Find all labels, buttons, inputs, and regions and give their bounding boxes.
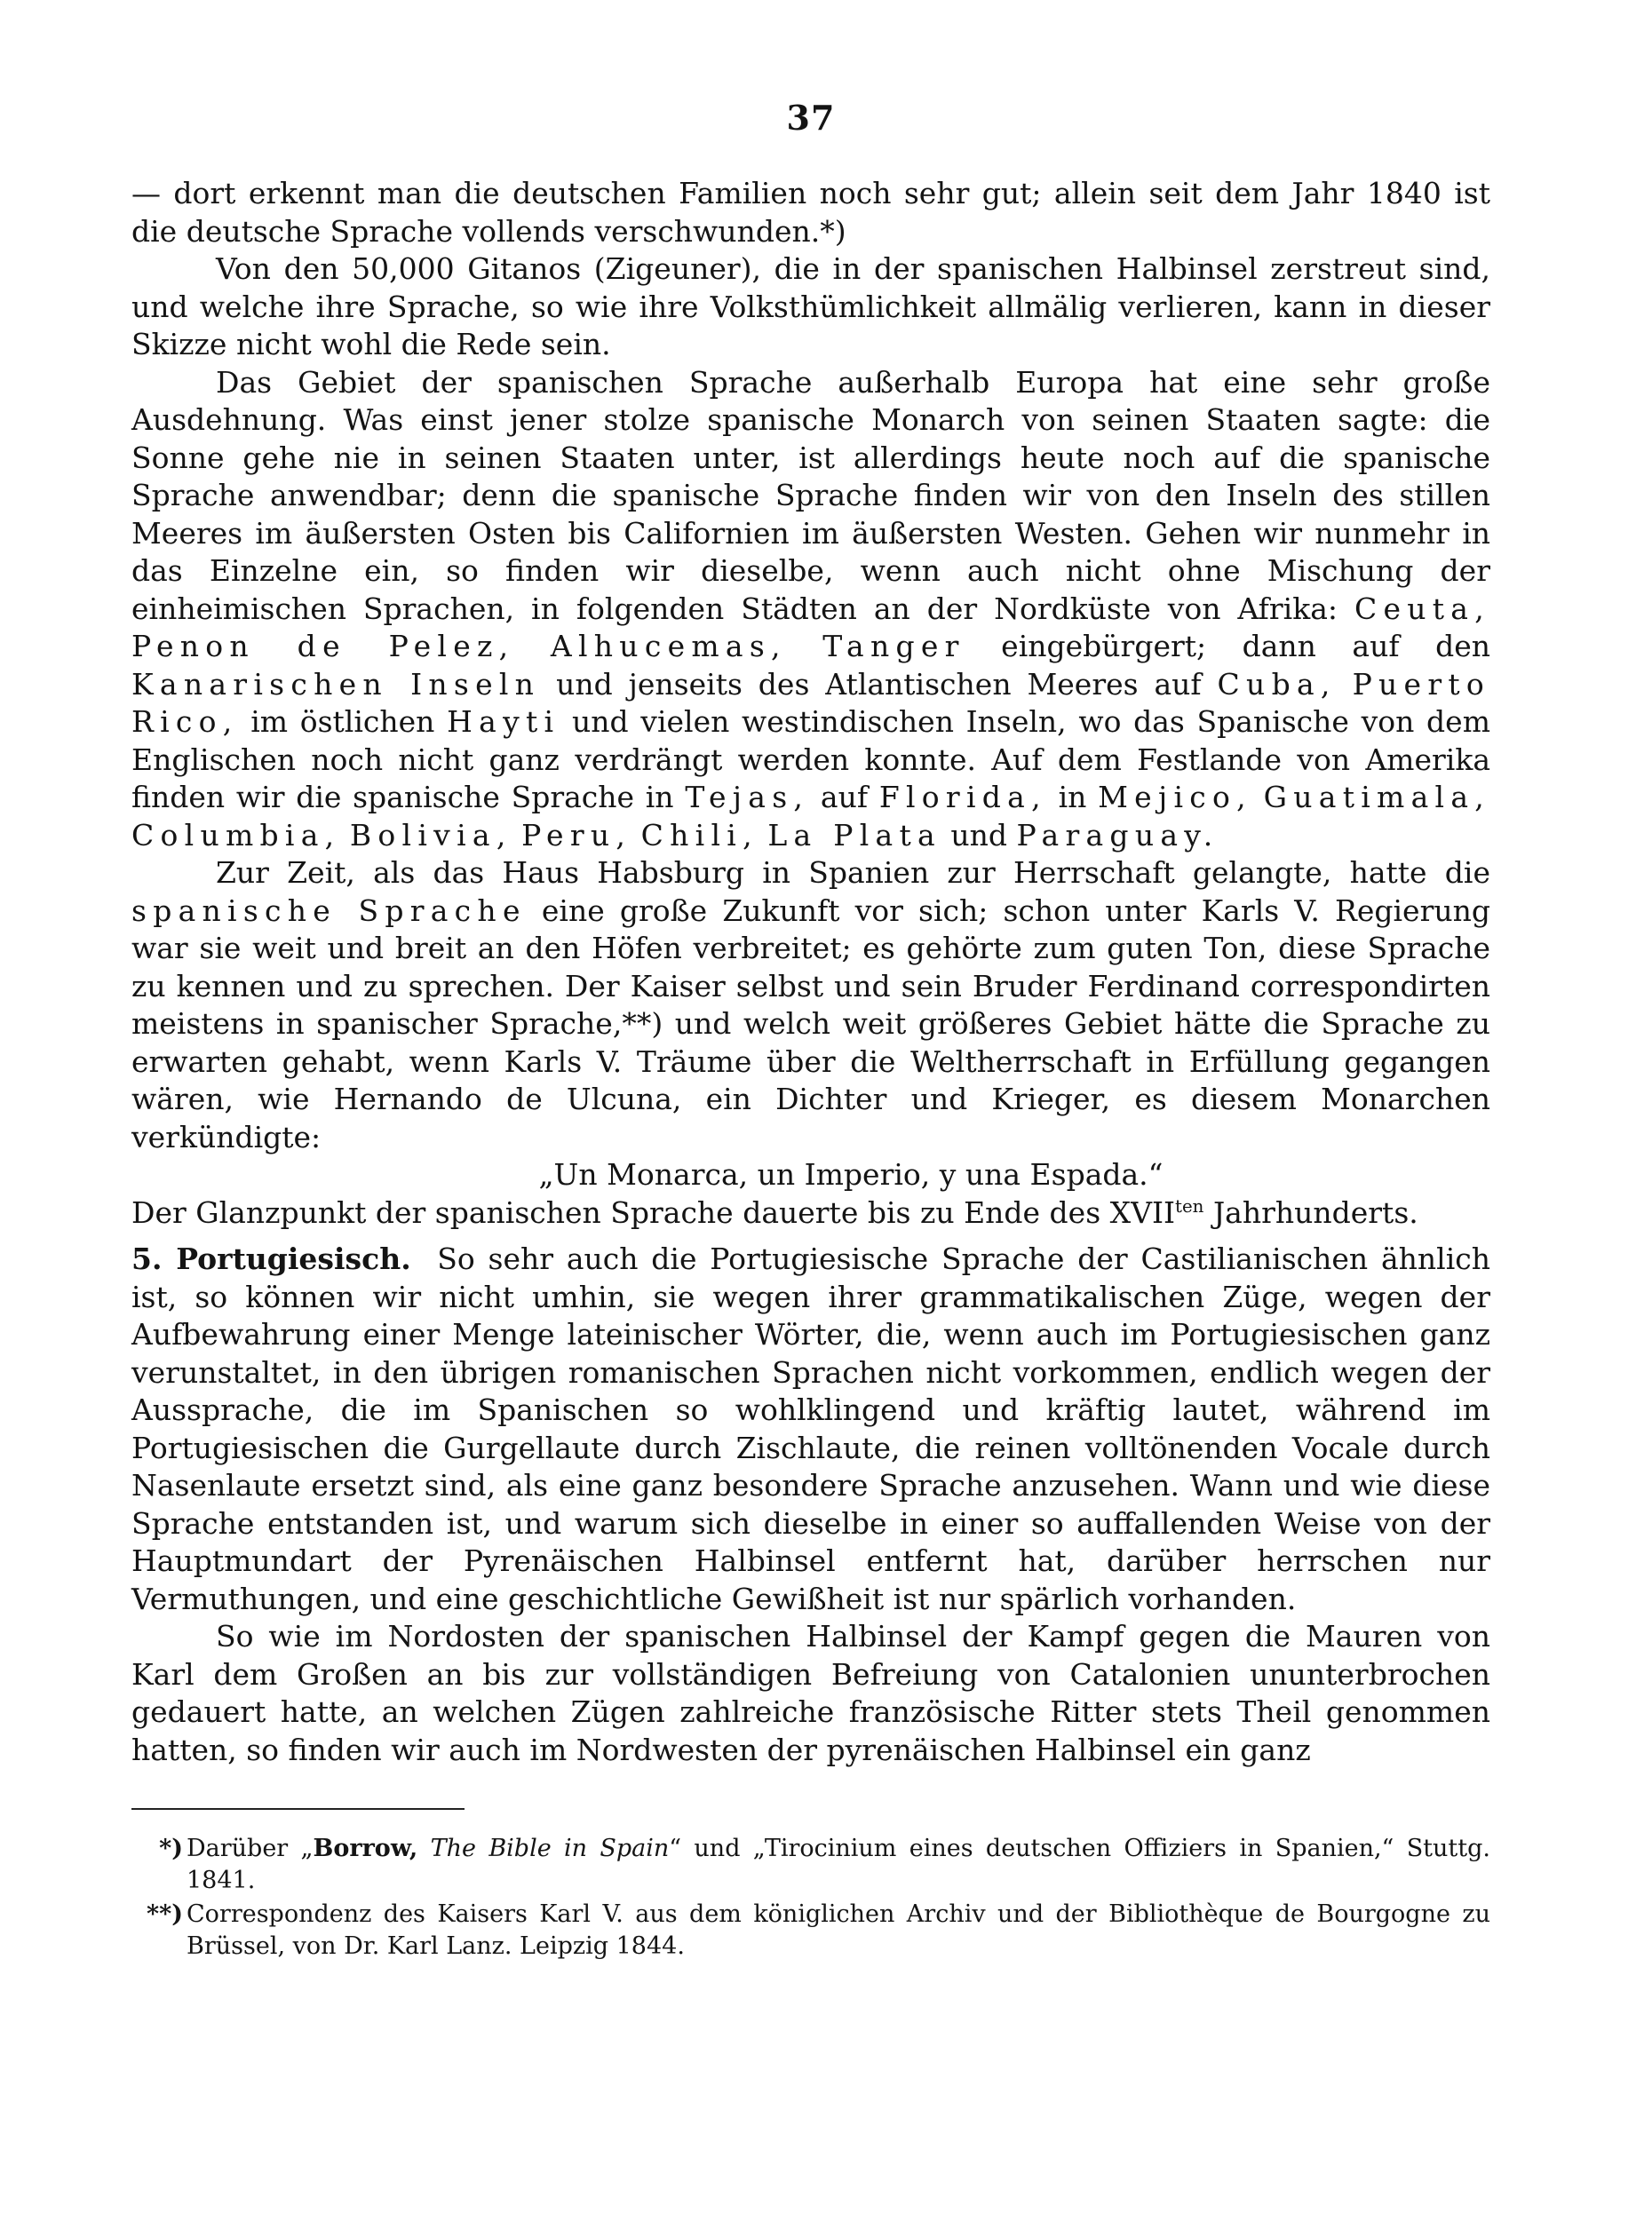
superscript: ten	[1175, 1195, 1204, 1217]
footnote-mark: *)	[159, 1835, 183, 1862]
text-segment: eingebürgert; dann auf den	[1001, 629, 1490, 663]
paragraph-glanzpunkt	[131, 1194, 1490, 1233]
emphasis-spanische-sprache: spanische Sprache	[131, 892, 527, 928]
main-text	[131, 175, 1490, 1769]
text-segment: “ und „Tirocinium eines deutschen Offiziers in Spanien,“ Stuttg. 1841.	[187, 1835, 1490, 1894]
place-peru: Peru,	[521, 817, 632, 853]
place-la-plata: La Plata	[767, 817, 941, 853]
footnote-1	[131, 1833, 1490, 1897]
text-segment: Jahrhunderts.	[1212, 1194, 1418, 1230]
motto-quote: „Un Monarca, un Imperio, y una Espada.“	[538, 1157, 1164, 1192]
text-segment: und vielen westindischen Inseln, wo das Spanische von dem Englischen noch nicht ganz verdrängt werden konnte. Auf dem Festlande von Amerika finden wir die spanische Sprache in	[131, 704, 1490, 814]
text-segment: und jenseits des Atlantischen Meeres auf	[556, 666, 1202, 702]
place-cuba: Cuba,	[1217, 666, 1337, 702]
book-page	[131, 98, 1490, 2193]
text-segment: Correspondenz des Kaisers Karl V. aus dem königlichen Archiv und der Bibliothèque de Bourgogne zu Brüssel, von Dr. Karl Lanz. Leipzig 1844.	[187, 1900, 1490, 1960]
text-segment: Das Gebiet der spanischen Sprache außerhalb Europa hat eine sehr große Ausdehnung. Was einst jener stolze spanische Monarch von seinen Staaten sagte: die Sonne gehe nie in seinen Staaten unter, ist allerdings heute noch auf die spanische Sprache anwendbar; denn die spanische Sprache finden wir von den Inseln des stillen Meeres im äußersten Osten bis Californien im äußersten Westen. Gehen wir nunmehr in das Einzelne ein, so finden wir dieselbe, wenn auch nicht ohne Mischung der einheimischen Sprachen, in folgenden Städten an der Nordküste von Afrika:	[131, 364, 1490, 626]
text-segment: in	[1058, 780, 1087, 814]
place-florida: Florida,	[878, 780, 1047, 814]
book-title: The Bible in Spain	[430, 1835, 670, 1862]
place-hayti: Hayti	[447, 704, 560, 739]
place-columbia: Columbia,	[131, 817, 341, 853]
place-bolivia: Bolivia,	[349, 817, 512, 853]
paragraph-nordosten: So wie im Nordosten der spanischen Halbinsel der Kampf gegen die Mauren von Karl dem Großen an bis zur vollständigen Befreiung von Catalonien ununterbrochen gedauert hatte, an welchen Zügen zahlreiche französische Ritter stets Theil genommen hatten, so finden wir auch im Nordwesten der pyrenäischen Halbinsel ein ganz	[131, 1619, 1490, 1767]
place-tanger: Tanger	[822, 629, 965, 663]
footnote-divider	[131, 1808, 465, 1810]
place-chili: Chili,	[640, 817, 758, 853]
text-segment: Darüber „	[187, 1835, 314, 1862]
place-guatimala: Guatimala,	[1263, 780, 1491, 814]
place-penon-de-pelez: Penon de Pelez,	[131, 629, 515, 663]
paragraph-spanish-territory	[131, 364, 1490, 855]
text-segment: eine große Zukunft vor sich; schon unter Karls V. Regierung war sie weit und breit an den Höfen verbreitet; es gehörte zum guten Ton, diese Sprache zu kennen und zu sprechen. Der Kaiser selbst und sein Bruder Ferdinand correspondirten meistens in spanischer Sprache,**) und welch weit größeres Gebiet hätte die Sprache zu erwarten gehabt, wenn Karls V. Träume über die Weltherrschaft in Erfüllung gegangen wären, wie Hernando de Ulcuna, ein Dichter und Krieger, es diesem Monarchen verkündigte:	[131, 892, 1490, 1154]
text-segment: und	[950, 817, 1008, 853]
footnote-mark: **)	[146, 1900, 183, 1928]
author-borrow: Borrow,	[313, 1835, 418, 1862]
text-segment: im östlichen	[250, 704, 435, 739]
place-alhucemas: Alhucemas,	[550, 629, 787, 663]
place-puerto-rico: Puerto Rico,	[131, 666, 1491, 739]
text-segment: Zur Zeit, als das Haus Habsburg in Spanien zur Herrschaft gelangte, hatte die	[216, 855, 1490, 890]
footnote-2	[131, 1899, 1490, 1963]
place-paraguay: Paraguay.	[1016, 817, 1219, 853]
place-kanarische-inseln: Kanarischen Inseln	[131, 666, 541, 702]
text-segment: So sehr auch die Portugiesische Sprache der Castilianischen ähnlich ist, so können wir nicht umhin, sie wegen ihrer grammatikalischen Züge, wegen der Aufbewahrung einer Menge lateinischer Wörter, die, wenn auch im Portugiesischen ganz verunstaltet, in den übrigen romanischen Sprachen nicht vorkommen, endlich wegen der Aussprache, die im Spanischen so wohlklingend und kräftig lautet, während im Portugiesischen die Gurgellaute durch Zischlaute, die reinen volltönenden Vocale durch Nasenlaute ersetzt sind, als eine ganz besondere Sprache anzusehen. Wann und wie diese Sprache entstanden ist, und warum sich dieselbe in einer so auffallenden Weise von der Hauptmundart der Pyrenäischen Halbinsel entfernt hat, darüber herrschen nur Vermuthungen, und eine geschichtliche Gewißheit ist nur spärlich vorhanden.	[131, 1241, 1491, 1616]
paragraph-habsburg	[131, 854, 1490, 1156]
page-number: 37	[786, 98, 836, 138]
place-tejas: Tejas,	[685, 780, 810, 814]
section-portugiesisch	[131, 1241, 1490, 1618]
footnotes	[131, 1833, 1490, 1963]
paragraph-1: — dort erkennt man die deutschen Familien noch sehr gut; allein seit dem Jahr 1840 ist die deutsche Sprache vollends verschwunden.*)	[131, 176, 1490, 249]
text-segment: auf	[820, 780, 869, 814]
place-mejico: Mejico,	[1098, 780, 1252, 814]
place-ceuta: Ceuta,	[1354, 591, 1490, 626]
section-heading: 5. Portugiesisch.	[131, 1241, 411, 1276]
text-segment: Der Glanzpunkt der spanischen Sprache dauerte bis zu Ende des XVII	[131, 1194, 1176, 1230]
paragraph-gitanos: Von den 50,000 Gitanos (Zigeuner), die in der spanischen Halbinsel zerstreut sind, und welche ihre Sprache, so wie ihre Volksthümlichkeit allmälig verlieren, kann in dieser Skizze nicht wohl die Rede sein.	[131, 251, 1490, 361]
